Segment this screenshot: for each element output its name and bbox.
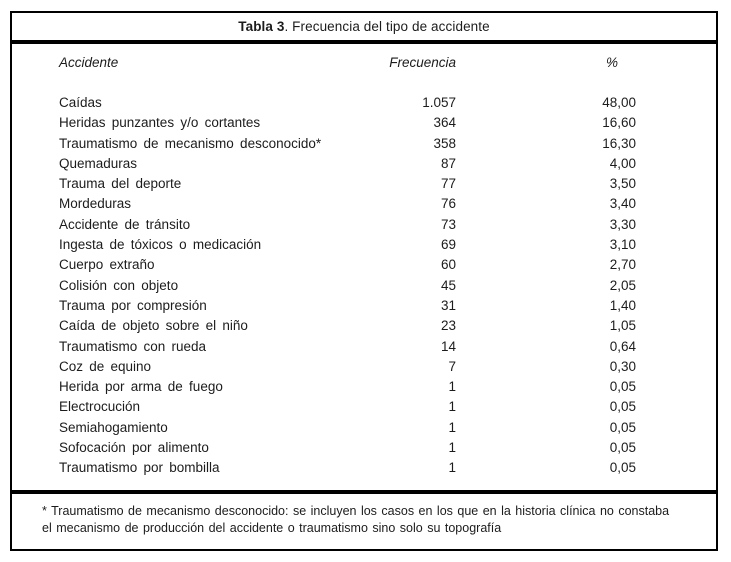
- percent-cell: 0,05: [609, 460, 636, 476]
- accident-name-cell: Trauma por compresión: [59, 297, 207, 313]
- footnote: [12, 490, 716, 549]
- frequency-cell: 1: [448, 399, 456, 415]
- accident-name-cell: Electrocución: [59, 399, 141, 415]
- frequency-cell: 76: [440, 196, 456, 212]
- frequency-cell: 23: [440, 318, 456, 334]
- column-header-accidente: Accidente: [59, 54, 119, 70]
- table-row: [12, 458, 716, 478]
- table-row: [12, 356, 716, 376]
- percent-cell: 1,05: [609, 318, 636, 334]
- percent-cell: 0,30: [609, 358, 636, 374]
- percent-cell: 0,05: [609, 399, 636, 415]
- accident-name-cell: Heridas punzantes y/o cortantes: [59, 115, 261, 131]
- accident-name-cell: Semiahogamiento: [59, 419, 168, 435]
- frequency-cell: 358: [433, 135, 456, 151]
- table-row: [12, 214, 716, 234]
- accident-name-cell: Herida por arma de fuego: [59, 379, 223, 395]
- accident-name-cell: Mordeduras: [59, 196, 132, 212]
- percent-cell: 4,00: [609, 155, 636, 171]
- table-title-bold: Tabla 3: [238, 19, 285, 34]
- frequency-cell: 31: [440, 297, 456, 313]
- accident-name-cell: Sofocación por alimento: [59, 439, 209, 455]
- accident-name-cell: Caída de objeto sobre el niño: [59, 318, 248, 334]
- frequency-cell: 7: [448, 358, 456, 374]
- table-row: [12, 153, 716, 173]
- accident-name-cell: Caídas: [59, 94, 102, 110]
- accident-name-cell: Cuerpo extraño: [59, 257, 155, 273]
- table-body: [12, 92, 716, 478]
- table-row: [12, 234, 716, 254]
- table-box: [10, 11, 718, 551]
- table-row: [12, 275, 716, 295]
- accident-name-cell: Traumatismo de mecanismo desconocido*: [59, 135, 322, 151]
- frequency-cell: 69: [440, 237, 456, 253]
- table-row: [12, 316, 716, 336]
- percent-cell: 0,64: [609, 338, 636, 354]
- frequency-cell: 1: [448, 419, 456, 435]
- percent-cell: 3,50: [609, 176, 636, 192]
- table-row: [12, 336, 716, 356]
- frequency-cell: 87: [440, 155, 456, 171]
- percent-cell: 2,05: [609, 277, 636, 293]
- frequency-cell: 1.057: [422, 94, 456, 110]
- percent-cell: 1,40: [609, 297, 636, 313]
- accident-name-cell: Ingesta de tóxicos o medicación: [59, 237, 262, 253]
- column-header-frecuencia: Frecuencia: [389, 54, 456, 70]
- frequency-cell: 1: [448, 439, 456, 455]
- percent-cell: 48,00: [602, 94, 636, 110]
- percent-cell: 3,40: [609, 196, 636, 212]
- footnote-line-1: * Traumatismo de mecanismo desconocido: se incluyen los casos en los que en la historia clínica no constaba: [42, 504, 670, 518]
- table-title: [12, 13, 716, 44]
- table-row: [12, 437, 716, 457]
- table-content: [12, 44, 716, 490]
- accident-name-cell: Quemaduras: [59, 155, 138, 171]
- column-header-row: [12, 52, 716, 72]
- frequency-cell: 60: [440, 257, 456, 273]
- table-row: [12, 376, 716, 396]
- table-row: [12, 194, 716, 214]
- frequency-cell: 1: [448, 460, 456, 476]
- table-row: [12, 295, 716, 315]
- table-title-rest: . Frecuencia del tipo de accidente: [284, 19, 490, 34]
- frequency-cell: 364: [433, 115, 456, 131]
- accident-name-cell: Coz de equino: [59, 358, 152, 374]
- frequency-cell: 14: [440, 338, 456, 354]
- accident-name-cell: Traumatismo por bombilla: [59, 460, 220, 476]
- table-row: [12, 133, 716, 153]
- table-row: [12, 417, 716, 437]
- percent-cell: 2,70: [609, 257, 636, 273]
- table-row: [12, 173, 716, 193]
- frequency-cell: 73: [440, 216, 456, 232]
- percent-cell: 0,05: [609, 419, 636, 435]
- footnote-line-2: el mecanismo de producción del accidente o traumatismo sino solo su topografía: [42, 521, 502, 535]
- table-row: [12, 92, 716, 112]
- accident-name-cell: Colisión con objeto: [59, 277, 179, 293]
- percent-cell: 3,10: [609, 237, 636, 253]
- percent-cell: 0,05: [609, 379, 636, 395]
- frequency-cell: 45: [440, 277, 456, 293]
- percent-cell: 3,30: [609, 216, 636, 232]
- frequency-cell: 1: [448, 379, 456, 395]
- table-row: [12, 397, 716, 417]
- accident-name-cell: Traumatismo con rueda: [59, 338, 207, 354]
- accident-name-cell: Trauma del deporte: [59, 176, 182, 192]
- percent-cell: 0,05: [609, 439, 636, 455]
- frequency-cell: 77: [440, 176, 456, 192]
- column-header-percent: %: [605, 54, 618, 70]
- percent-cell: 16,30: [602, 135, 636, 151]
- accident-name-cell: Accidente de tránsito: [59, 216, 191, 232]
- percent-cell: 16,60: [602, 115, 636, 131]
- table-row: [12, 255, 716, 275]
- table-row: [12, 113, 716, 133]
